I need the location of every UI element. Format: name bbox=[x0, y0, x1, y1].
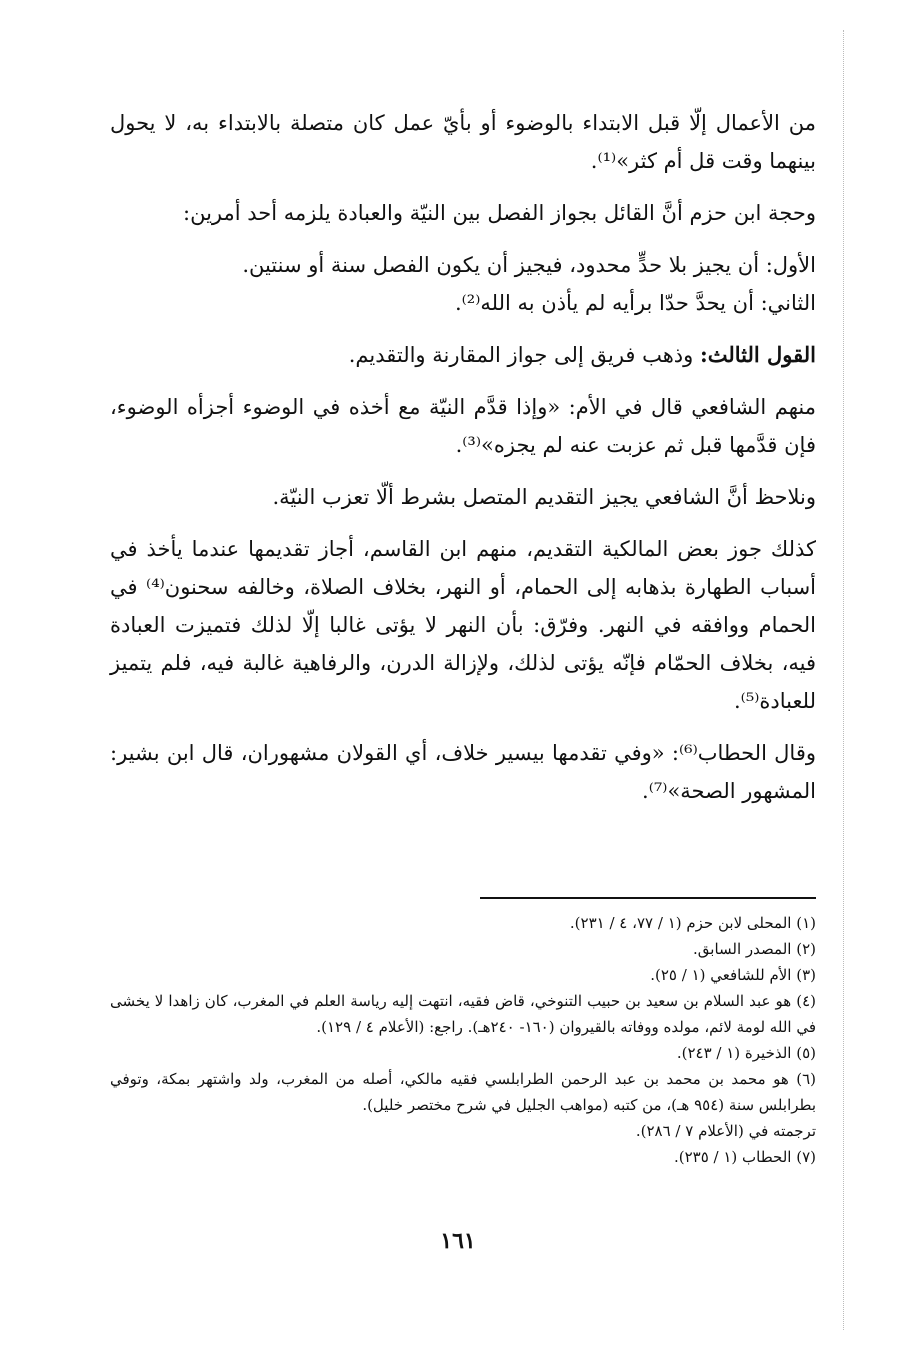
paragraph-1: من الأعمال إلّا قبل الابتداء بالوضوء أو بأيّ عمل كان متصلة بالابتداء به، لا يحول بينهما وقت قل أم كثر»⁽¹⁾. bbox=[110, 111, 816, 173]
paragraph-3: الأول: أن يجيز بلا حدٍّ محدود، فيجيز أن يكون الفصل سنة أو سنتين. bbox=[242, 253, 816, 277]
page-number: ١٦١ bbox=[440, 1228, 476, 1254]
paragraph-6: منهم الشافعي قال في الأم: «وإذا قدَّم النيّة مع أخذه في الوضوء أجزأه الوضوء، فإن قدَّمها قبل ثم عزبت عنه لم يجزه»⁽³⁾. bbox=[110, 395, 816, 457]
paragraph-5-text: وذهب فريق إلى جواز المقارنة والتقديم. bbox=[348, 343, 700, 367]
footnote: (٦) هو محمد بن محمد بن عبد الرحمن الطرابلسي فقيه مالكي، أصله من المغرب، ولد واشتهر بمكة، وتوفي بطرابلس سنة (٩٥٤ هـ)، من كتبه (مواهب الجليل في شرح مختصر خليل). bbox=[110, 1070, 816, 1114]
paragraph-2: وحجة ابن حزم أنَّ القائل بجواز الفصل بين النيّة والعبادة يلزمه أحد أمرين: bbox=[183, 201, 816, 225]
footnote-divider bbox=[480, 897, 816, 899]
paragraph-7: ونلاحظ أنَّ الشافعي يجيز التقديم المتصل بشرط ألّا تعزب النيّة. bbox=[272, 485, 816, 509]
paragraph-8: كذلك جوز بعض المالكية التقديم، منهم ابن القاسم، أجاز تقديمها عندما يأخذ في أسباب الطهارة بذهابه إلى الحمام، أو النهر، بخلاف الصلاة، وخالفه سحنون⁽⁴⁾ في الحمام ووافقه في النهر. وفرّق: بأن النهر لا يؤتى غالبا إلّا لذلك فتميزت العبادة فيه، بخلاف الحمّام فإنّه يؤتى لذلك، ولإزالة الدرن، والرفاهية غالبة فيه، فلم يتميز للعبادة⁽⁵⁾. bbox=[110, 537, 817, 713]
paragraph-9: وقال الحطاب⁽⁶⁾: «وفي تقدمها بيسير خلاف، أي القولان مشهوران، قال ابن بشير: المشهور الصحة»⁽⁷⁾. bbox=[110, 741, 817, 803]
footnote: (٣) الأم للشافعي (١ / ٢٥). bbox=[650, 966, 816, 984]
footnote: (٧) الحطاب (١ / ٢٣٥). bbox=[673, 1148, 816, 1166]
paragraph-5 bbox=[110, 336, 816, 374]
margin-dotted-rule bbox=[843, 30, 844, 1330]
footnote: (١) المحلى لابن حزم (١ / ٧٧، ٤ / ٢٣١). bbox=[569, 914, 816, 932]
footnote: ترجمته في (الأعلام ٧ / ٢٨٦). bbox=[635, 1122, 816, 1140]
footnote: (٥) الذخيرة (١ / ٢٤٣). bbox=[676, 1044, 816, 1062]
footnote: (٤) هو عبد السلام بن سعيد بن حبيب التنوخي، قاض فقيه، انتهت إليه رياسة العلم في المغرب، كان زاهدا لا يخشى في الله لومة لائم، مولده ووفاته بالقيروان (١٦٠- ٢٤٠هـ). راجع: (الأعلام ٤ / ١٢٩). bbox=[110, 992, 816, 1036]
main-text bbox=[110, 104, 816, 824]
section-heading: القول الثالث: bbox=[699, 342, 816, 367]
footnotes bbox=[110, 910, 816, 1170]
paragraph-4: الثاني: أن يحدَّ حدّا برأيه لم يأذن به الله⁽²⁾. bbox=[454, 291, 816, 315]
footnote: (٢) المصدر السابق. bbox=[693, 940, 816, 958]
